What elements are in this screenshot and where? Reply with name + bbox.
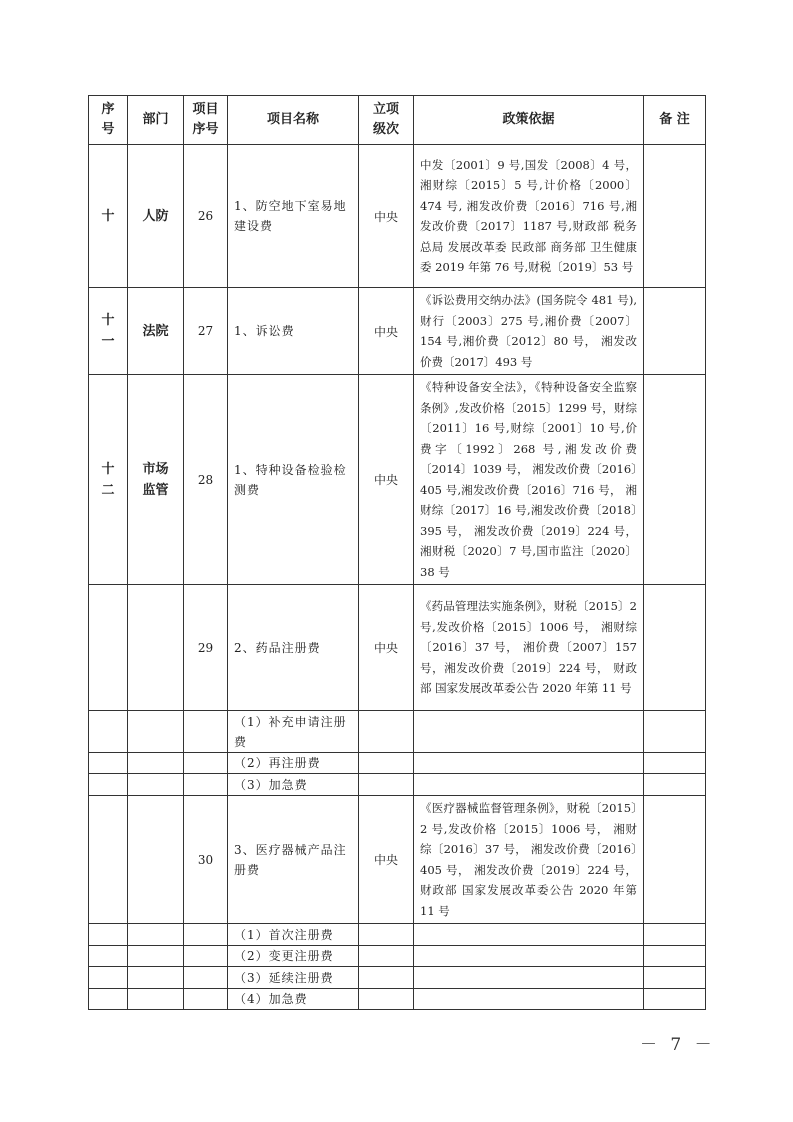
cell-level	[359, 967, 414, 989]
cell-item-no: 26	[184, 145, 228, 288]
cell-item-name: 1、防空地下室易地建设费	[228, 145, 359, 288]
cell-level	[359, 774, 414, 796]
cell-level	[359, 924, 414, 946]
cell-item-no	[184, 989, 228, 1010]
fee-table	[88, 95, 706, 1010]
table-header-row	[89, 96, 706, 145]
header-level	[359, 96, 414, 145]
table-row	[89, 711, 706, 753]
cell-level: 中央	[359, 375, 414, 585]
cell-item-name: 1、诉讼费	[228, 288, 359, 375]
cell-seq	[89, 946, 128, 967]
table-row	[89, 585, 706, 711]
cell-dept: 法院	[128, 288, 184, 375]
cell-basis	[414, 753, 644, 774]
cell-seq	[89, 924, 128, 946]
cell-dept	[128, 967, 184, 989]
header-item-name: 项目名称	[228, 96, 359, 145]
cell-item-name: （2）变更注册费	[228, 946, 359, 967]
cell-level	[359, 753, 414, 774]
cell-basis: 《特种设备安全法》，《特种设备安全监察条例》,发改价格〔2015〕1299 号，财综〔2011〕16 号,财综〔2001〕10 号,价费字〔1992〕268 号,湘发改价费〔2014〕1039 号， 湘发改价费〔2016〕405 号,湘发改价费〔2016〕716 号， 湘财综〔2017〕16 号,湘发改价费〔2018〕395 号， 湘发改价费〔2019〕224 号， 湘财税〔2020〕7 号,国市监注〔2020〕38 号	[414, 375, 644, 585]
cell-dept	[128, 796, 184, 924]
table-row	[89, 924, 706, 946]
header-note: 备 注	[644, 96, 706, 145]
cell-dept	[128, 924, 184, 946]
cell-note	[644, 967, 706, 989]
table-row	[89, 753, 706, 774]
cell-basis	[414, 989, 644, 1010]
page-number: － 7 －	[640, 1035, 716, 1055]
table-row	[89, 946, 706, 967]
cell-seq: 十一	[89, 288, 128, 375]
cell-level: 中央	[359, 288, 414, 375]
cell-item-no: 30	[184, 796, 228, 924]
cell-item-name: 3、医疗器械产品注册费	[228, 796, 359, 924]
cell-seq	[89, 796, 128, 924]
cell-item-name: 1、特种设备检验检测费	[228, 375, 359, 585]
cell-seq	[89, 989, 128, 1010]
cell-basis: 《药品管理法实施条例》，财税〔2015〕2 号,发改价格〔2015〕1006 号， 湘财综〔2016〕37 号， 湘价费〔2007〕157 号，湘发改价费〔2019〕224 号， 财政部 国家发展改革委公告 2020 年第 11 号	[414, 585, 644, 711]
cell-item-no	[184, 946, 228, 967]
cell-note	[644, 774, 706, 796]
cell-basis	[414, 774, 644, 796]
cell-item-name: （1）首次注册费	[228, 924, 359, 946]
cell-seq	[89, 753, 128, 774]
cell-dept	[128, 753, 184, 774]
cell-note	[644, 585, 706, 711]
cell-basis	[414, 946, 644, 967]
table-row	[89, 967, 706, 989]
cell-seq	[89, 711, 128, 753]
header-basis: 政策依据	[414, 96, 644, 145]
cell-item-name: （2）再注册费	[228, 753, 359, 774]
cell-seq	[89, 585, 128, 711]
cell-item-no	[184, 967, 228, 989]
table-row	[89, 796, 706, 924]
cell-item-no	[184, 924, 228, 946]
table-row	[89, 774, 706, 796]
table-row	[89, 288, 706, 375]
table-row	[89, 989, 706, 1010]
cell-level	[359, 989, 414, 1010]
cell-item-name: （3）延续注册费	[228, 967, 359, 989]
table-row	[89, 145, 706, 288]
cell-item-no: 29	[184, 585, 228, 711]
cell-dept: 人防	[128, 145, 184, 288]
cell-dept	[128, 585, 184, 711]
header-text: 立项 级次	[372, 102, 399, 137]
cell-seq: 十	[89, 145, 128, 288]
cell-basis: 《诉讼费用交纳办法》(国务院令 481 号),财行〔2003〕275 号,湘价费〔2007〕154 号,湘价费〔2012〕80 号， 湘发改价费〔2017〕493 号	[414, 288, 644, 375]
cell-note	[644, 989, 706, 1010]
cell-item-name: 2、药品注册费	[228, 585, 359, 711]
cell-item-name: （1）补充申请注册费	[228, 711, 359, 753]
cell-note	[644, 924, 706, 946]
cell-item-no: 28	[184, 375, 228, 585]
header-seq	[89, 96, 128, 145]
header-dept: 部门	[128, 96, 184, 145]
cell-note	[644, 796, 706, 924]
cell-note	[644, 946, 706, 967]
cell-basis	[414, 924, 644, 946]
cell-dept	[128, 989, 184, 1010]
cell-item-no	[184, 711, 228, 753]
cell-note	[644, 753, 706, 774]
cell-seq	[89, 774, 128, 796]
cell-level: 中央	[359, 145, 414, 288]
cell-seq	[89, 967, 128, 989]
cell-basis: 《医疗器械监督管理条例》，财税〔2015〕2 号,发改价格〔2015〕1006 号， 湘财综〔2016〕37 号， 湘发改价费〔2016〕405 号， 湘发改价费〔2019〕224 号， 财政部 国家发展改革委公告 2020 年第 11 号	[414, 796, 644, 924]
cell-note	[644, 375, 706, 585]
table-row	[89, 375, 706, 585]
cell-item-no	[184, 774, 228, 796]
cell-level	[359, 711, 414, 753]
cell-item-name: （4）加急费	[228, 989, 359, 1010]
cell-dept: 市场监管	[128, 375, 184, 585]
cell-basis: 中发〔2001〕9 号,国发〔2008〕4 号， 湘财综〔2015〕5 号,计价格〔2000〕474 号, 湘发改价费〔2016〕716 号,湘发改价费〔2017〕1187 号,财政部 税务总局 发展改革委 民政部 商务部 卫生健康委 2019 年第 76 号,财税〔2019〕53 号	[414, 145, 644, 288]
cell-seq: 十二	[89, 375, 128, 585]
cell-basis	[414, 967, 644, 989]
cell-item-no	[184, 753, 228, 774]
cell-item-no: 27	[184, 288, 228, 375]
cell-note	[644, 145, 706, 288]
header-text: 项目 序号	[192, 102, 219, 137]
cell-basis	[414, 711, 644, 753]
cell-level: 中央	[359, 796, 414, 924]
cell-level	[359, 946, 414, 967]
header-text: 序 号	[101, 102, 115, 137]
cell-note	[644, 288, 706, 375]
header-item-no	[184, 96, 228, 145]
cell-dept	[128, 711, 184, 753]
cell-item-name: （3）加急费	[228, 774, 359, 796]
cell-dept	[128, 774, 184, 796]
cell-level: 中央	[359, 585, 414, 711]
cell-note	[644, 711, 706, 753]
cell-dept	[128, 946, 184, 967]
